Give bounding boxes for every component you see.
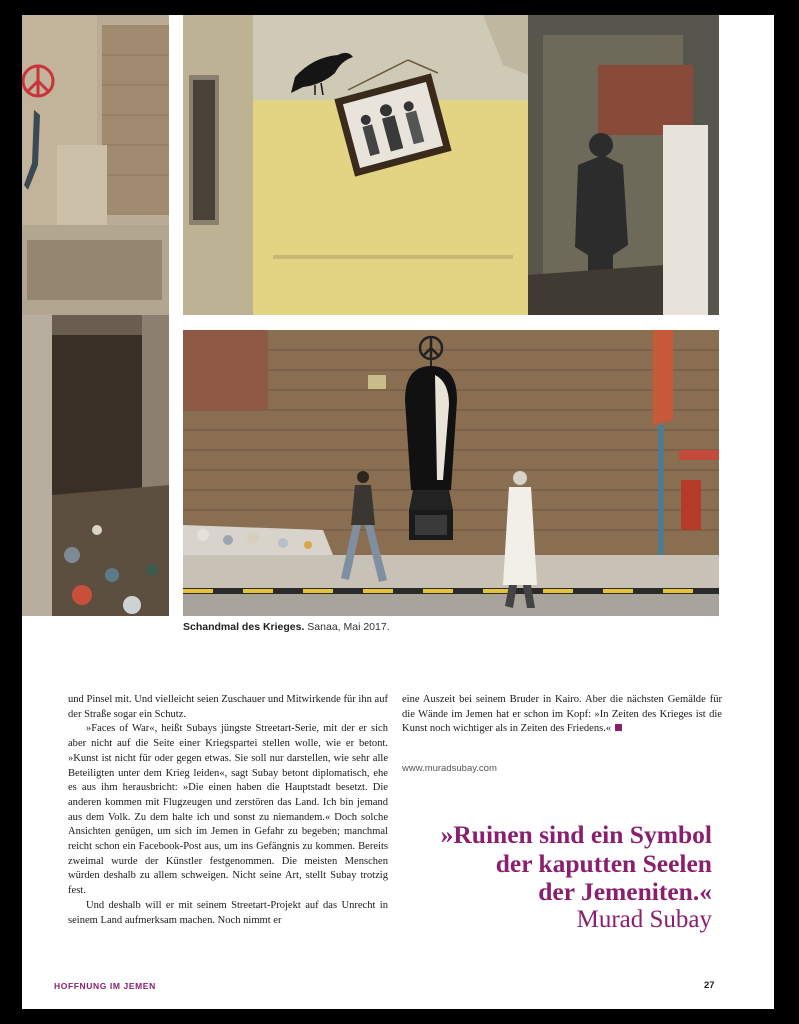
caption-bold: Schandmal des Krieges.: [183, 621, 305, 633]
page-number: 27: [704, 980, 715, 991]
photo-yellow-wall: [183, 15, 719, 315]
pull-quote-author: Murad Subay: [576, 906, 712, 933]
pull-quote: [392, 821, 712, 907]
pull-quote-line: »Ruinen sind ein Symbol: [440, 820, 712, 849]
article-paragraph: Und deshalb will er mit seinem Streetart-Projekt auf das Unrecht in seinem Land aufmerksam machen. Noch nimmt er: [68, 899, 388, 926]
article-paragraph: »Faces of War«, heißt Subays jüngste Streetart-Serie, mit der er sich aber nicht auf die Seite einer Kriegspartei stellen wolle, wie er betont. »Kunst ist nicht für oder gegen etwas. Sie soll nur darstellen, wie sehr alle Beteiligten unter dem Krieg leiden«, sagt Subay betont diplomatisch, ehe es aus ihm herausbricht: »Die einen haben die Hauptstadt besetzt. Die anderen kommen mit Flugzeugen und zerstören das Land. Ich bin jemand aus dem Volk. Zu dem halte ich und sonst zu niemandem.« Doch solche Ansichten genügen, um sich im Jemen in Gefahr zu begeben; manchmal reicht schon ein Facebook-Post aus, um ins Gefängnis zu kommen. Bereits zweimal wurde der Künstler festgenommen. Die meisten Menschen würden deshalb zu allem schweigen. Nicht seine Art, stellt Subay trotzig fest.: [68, 723, 388, 897]
end-mark-icon: [615, 724, 622, 731]
pull-quote-line: der Jemeniten.«: [538, 877, 712, 906]
photo-ruins-left: [22, 15, 169, 616]
website-link[interactable]: www.muradsubay.com: [402, 763, 497, 774]
article-paragraph: und Pinsel mit. Und vielleicht seien Zuschauer und Mitwirkende für ihn auf der Straße sogar ein Schutz.: [68, 694, 388, 720]
yellow-wall-illustration: [183, 15, 719, 315]
photo-brick-wall-mural: [183, 330, 719, 616]
photo-caption: [183, 621, 390, 633]
article-column-right: [402, 693, 722, 737]
article-column-left: [68, 693, 388, 928]
ruins-illustration: [22, 15, 169, 616]
article-paragraph-closing: [402, 693, 722, 737]
closing-text: eine Auszeit bei seinem Bruder in Kairo. Aber die nächsten Gemälde für die Wände im Jemen hat er schon im Kopf: »In Zeiten des Krieges ist die Kunst noch wichtiger als in Zeiten des Friedens.«: [402, 694, 722, 735]
footer-section-title: HOFFNUNG IM JEMEN: [54, 981, 156, 991]
pull-quote-line: der kaputten Seelen: [495, 848, 712, 878]
magazine-page: [22, 15, 774, 1009]
brick-wall-illustration: [183, 330, 719, 616]
caption-rest: Sanaa, Mai 2017.: [304, 621, 390, 633]
